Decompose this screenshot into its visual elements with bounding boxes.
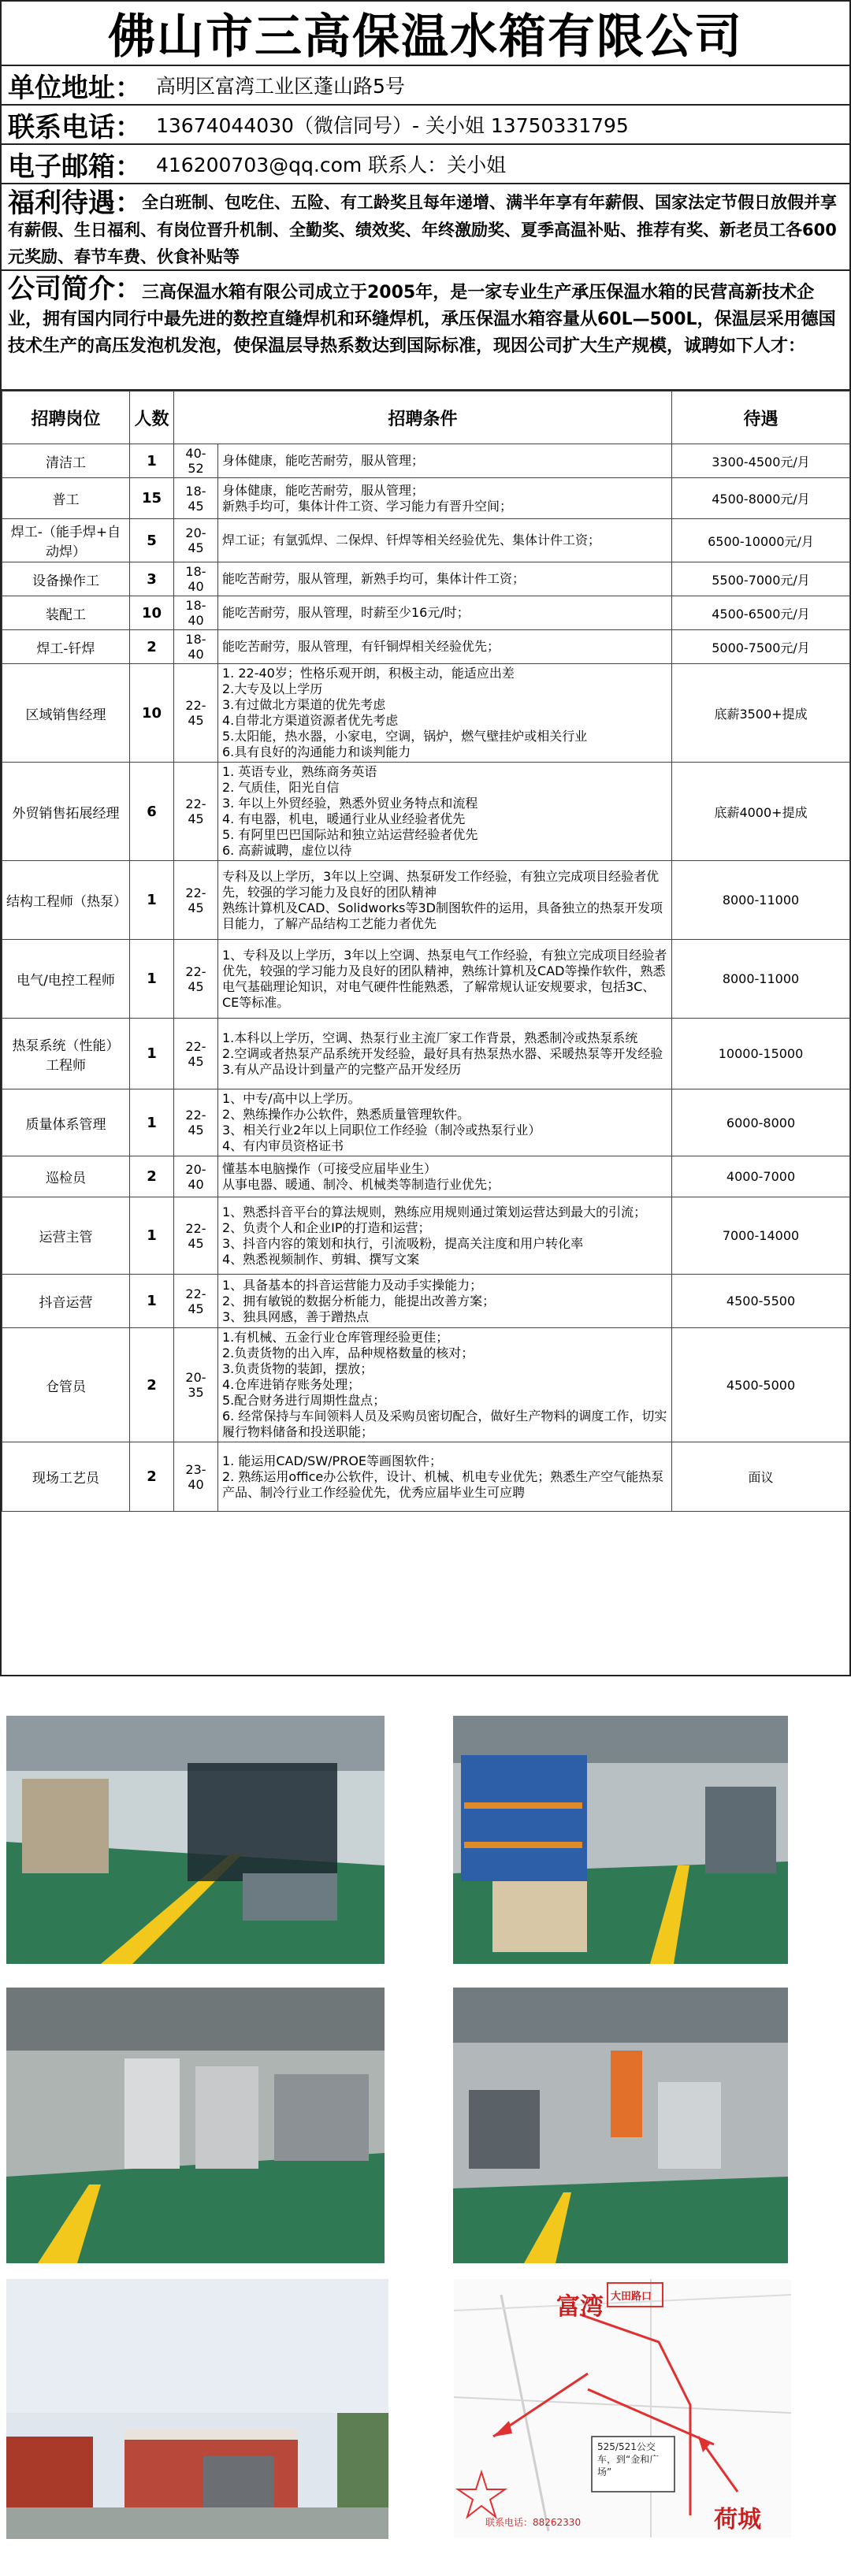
- header-position: 招聘岗位: [2, 392, 130, 444]
- intro-label: 公司简介：: [8, 273, 142, 305]
- job-age: 22-45: [174, 940, 218, 1019]
- job-position: 电气/电控工程师: [2, 940, 130, 1019]
- job-age: 22-45: [174, 861, 218, 940]
- job-pay: 6500-10000元/月: [672, 519, 850, 562]
- job-age: 22-45: [174, 1197, 218, 1275]
- job-position: 装配工: [2, 596, 130, 630]
- job-pay: 3300-4500元/月: [672, 444, 850, 478]
- job-pay: 底薪4000+提成: [672, 763, 850, 861]
- job-requirements: 1、熟悉抖音平台的算法规则，熟练应用规则通过策划运营达到最大的引流； 2、负责个人和企业IP的打造和运营； 3、抖音内容的策划和执行，引流吸粉，提高关注度和用户转化率 4、熟悉视频制作、剪辑、撰写文案: [218, 1197, 672, 1275]
- job-position: 仓管员: [2, 1328, 130, 1442]
- phone-label: 联系电话：: [8, 111, 142, 143]
- phone-line: [2, 106, 849, 145]
- table-row: [2, 940, 850, 1019]
- job-count: 15: [130, 478, 174, 519]
- job-pay: 底薪3500+提成: [672, 664, 850, 763]
- job-requirements: 1、中专/高中以上学历。 2、熟练操作办公软件，熟悉质量管理软件。 3、相关行业2年以上同职位工作经验（制冷或热泵行业） 4、有内审员资格证书: [218, 1089, 672, 1156]
- job-age: 22-45: [174, 1089, 218, 1156]
- welfare-block: [2, 184, 849, 271]
- email-label: 电子邮箱：: [8, 150, 142, 183]
- job-position: 巡检员: [2, 1156, 130, 1197]
- job-pay: 面议: [672, 1442, 850, 1512]
- job-pay: 7000-14000: [672, 1197, 850, 1275]
- job-requirements: 能吃苦耐劳，服从管理，有钎铜焊相关经验优先；: [218, 630, 672, 664]
- job-position: 运营主管: [2, 1197, 130, 1275]
- email-value: 416200703@qq.com 联系人：关小姐: [156, 154, 507, 176]
- factory-photo-3: [6, 1988, 385, 2263]
- job-position: 区域销售经理: [2, 664, 130, 763]
- job-requirements: 1、专科及以上学历，3年以上空调、热泵电气工作经验，有独立完成项目经验者优先，较强的学习能力及良好的团队精神，熟练计算机及CAD等操作软件，熟悉电气基础理论知识，对电气硬件性能熟悉，了解常规认证安规要求，包括3C、CE等标准。: [218, 940, 672, 1019]
- job-pay: 10000-15000: [672, 1019, 850, 1089]
- job-count: 10: [130, 664, 174, 763]
- job-count: 2: [130, 1156, 174, 1197]
- job-pay: 6000-8000: [672, 1089, 850, 1156]
- header-requirements: 招聘条件: [174, 392, 672, 444]
- map-bus-note: 525/521公交车，到“金和广场”: [597, 2441, 660, 2478]
- factory-photo-4: [453, 1988, 788, 2263]
- job-count: 1: [130, 940, 174, 1019]
- factory-photo-2: [453, 1716, 788, 1964]
- job-position: 焊工-钎焊: [2, 630, 130, 664]
- job-requirements: 1.本科以上学历，空调、热泵行业主流厂家工作背景，熟悉制冷或热泵系统 2.空调或者热泵产品系统开发经验，最好具有热泵热水器、采暖热泵等开发经验 3.有从产品设计到量产的完整产品开发经历: [218, 1019, 672, 1089]
- job-age: 22-45: [174, 664, 218, 763]
- job-pay: 4500-5000: [672, 1328, 850, 1442]
- job-pay: 4500-5500: [672, 1275, 850, 1328]
- job-pay: 8000-11000: [672, 861, 850, 940]
- job-age: 18-40: [174, 562, 218, 596]
- email-line: [2, 145, 849, 184]
- job-pay: 4500-6500元/月: [672, 596, 850, 630]
- job-position: 抖音运营: [2, 1275, 130, 1328]
- job-position: 现场工艺员: [2, 1442, 130, 1512]
- job-count: 2: [130, 1442, 174, 1512]
- address-label: 单位地址：: [8, 72, 142, 104]
- job-age: 20-40: [174, 1156, 218, 1197]
- job-requirements: 1. 22-40岁；性格乐观开朗，积极主动，能适应出差 2.大专及以上学历 3.有过做北方渠道的优先考虑 4.自带北方渠道资源者优先考虑 5.太阳能，热水器，小家电，空调，锅炉，燃气壁挂炉或相关行业 6.具有良好的沟通能力和谈判能力: [218, 664, 672, 763]
- job-requirements: 身体健康，能吃苦耐劳，服从管理； 新熟手均可，集体计件工资、学习能力有晋升空间；: [218, 478, 672, 519]
- table-row: [2, 1442, 850, 1512]
- job-count: 3: [130, 562, 174, 596]
- table-row: [2, 562, 850, 596]
- job-position: 外贸销售拓展经理: [2, 763, 130, 861]
- company-title: 佛山市三高保温水箱有限公司: [2, 2, 849, 66]
- job-requirements: 1、具备基本的抖音运营能力及动手实操能力； 2、拥有敏锐的数据分析能力，能提出改善方案； 3、独具网感，善于蹭热点: [218, 1275, 672, 1328]
- table-row: [2, 1156, 850, 1197]
- job-count: 5: [130, 519, 174, 562]
- job-count: 1: [130, 1197, 174, 1275]
- job-count: 10: [130, 596, 174, 630]
- job-age: 20-35: [174, 1328, 218, 1442]
- job-pay: 5000-7500元/月: [672, 630, 850, 664]
- table-row: [2, 519, 850, 562]
- job-age: 18-40: [174, 596, 218, 630]
- table-row: [2, 444, 850, 478]
- job-age: 22-45: [174, 1019, 218, 1089]
- job-age: 20-45: [174, 519, 218, 562]
- job-pay: 5500-7000元/月: [672, 562, 850, 596]
- job-age: 18-40: [174, 630, 218, 664]
- photo-section: [0, 1676, 851, 2576]
- address-value: 高明区富湾工业区蓬山路5号: [156, 75, 405, 98]
- job-position: 普工: [2, 478, 130, 519]
- job-requirements: 身体健康，能吃苦耐劳，服从管理；: [218, 444, 672, 478]
- welfare-label: 福利待遇：: [8, 187, 142, 219]
- header-pay: 待遇: [672, 392, 850, 444]
- intro-text: 三高保温水箱有限公司成立于2005年，是一家专业生产承压保温水箱的民营高新技术企业，拥有国内同行中最先进的数控直缝焊机和环缝焊机，承压保温水箱容量从60L—500L，保温层采用德国技术生产的高压发泡机发泡，使保温层导热系数达到国际标准，现因公司扩大生产规模，诚聘如下人才：: [8, 283, 836, 356]
- job-requirements: 焊工证；有氩弧焊、二保焊、钎焊等相关经验优先、集体计件工资；: [218, 519, 672, 562]
- job-position: 结构工程师（热泵）: [2, 861, 130, 940]
- job-count: 6: [130, 763, 174, 861]
- job-age: 18-45: [174, 478, 218, 519]
- header-count: 人数: [130, 392, 174, 444]
- job-age: 40-52: [174, 444, 218, 478]
- job-requirements: 能吃苦耐劳，服从管理，时薪至少16元/时；: [218, 596, 672, 630]
- address-line: [2, 66, 849, 106]
- job-requirements: 1. 英语专业，熟练商务英语 2. 气质佳，阳光自信 3. 年以上外贸经验，熟悉外贸业务特点和流程 4. 有电器，机电，暖通行业从业经验者优先 5. 有阿里巴巴国际站和独立站运营经验者优先 6. 高薪诚聘，虚位以待: [218, 763, 672, 861]
- job-age: 23-40: [174, 1442, 218, 1512]
- job-count: 1: [130, 1275, 174, 1328]
- job-requirements: 能吃苦耐劳，服从管理，新熟手均可，集体计件工资；: [218, 562, 672, 596]
- table-row: [2, 861, 850, 940]
- table-row: [2, 1275, 850, 1328]
- job-position: 清洁工: [2, 444, 130, 478]
- job-count: 1: [130, 1089, 174, 1156]
- table-row: [2, 630, 850, 664]
- job-age: 22-45: [174, 1275, 218, 1328]
- map-town-fuwan: 富湾: [556, 2293, 604, 2321]
- intro-block: [2, 271, 849, 391]
- job-pay: 8000-11000: [672, 940, 850, 1019]
- job-count: 1: [130, 861, 174, 940]
- job-age: 22-45: [174, 763, 218, 861]
- map-gate-label: 大田路口: [611, 2291, 652, 2303]
- table-header-row: [2, 392, 850, 444]
- job-pay: 4500-8000元/月: [672, 478, 850, 519]
- table-row: [2, 763, 850, 861]
- phone-value: 13674044030（微信同号）- 关小姐 13750331795: [156, 114, 629, 137]
- job-position: 热泵系统（性能）工程师: [2, 1019, 130, 1089]
- job-position: 设备操作工: [2, 562, 130, 596]
- job-position: 质量体系管理: [2, 1089, 130, 1156]
- building-photo: [6, 2279, 388, 2539]
- location-map: [454, 2279, 791, 2537]
- table-row: [2, 1328, 850, 1442]
- job-pay: 4000-7000: [672, 1156, 850, 1197]
- job-count: 1: [130, 444, 174, 478]
- jobs-table: [2, 391, 850, 1512]
- table-row: [2, 478, 850, 519]
- table-row: [2, 1089, 850, 1156]
- job-requirements: 专科及以上学历，3年以上空调、热泵研发工作经验，有独立完成项目经验者优先，较强的学习能力及良好的团队精神 熟练计算机及CAD、Solidworks等3D制图软件的运用，具备独立的热泵开发项目能力，了解产品结构工艺能力者优先: [218, 861, 672, 940]
- job-count: 1: [130, 1019, 174, 1089]
- table-row: [2, 596, 850, 630]
- job-requirements: 1.有机械、五金行业仓库管理经验更佳； 2.负责货物的出入库，品种规格数量的核对； 3.负责货物的装卸，摆放； 4.仓库进销存账务处理； 5.配合财务进行周期性盘点； 6. 经常保持与车间领料人员及采购员密切配合，做好生产物料的调度工作，切实履行物料储备和投送职能；: [218, 1328, 672, 1442]
- job-count: 2: [130, 1328, 174, 1442]
- factory-photo-1: [6, 1716, 385, 1964]
- job-requirements: 懂基本电脑操作（可接受应届毕业生） 从事电器、暖通、制冷、机械类等制造行业优先；: [218, 1156, 672, 1197]
- table-row: [2, 664, 850, 763]
- table-row: [2, 1019, 850, 1089]
- job-requirements: 1. 能运用CAD/SW/PROE等画图软件； 2. 熟练运用office办公软件，设计、机械、机电专业优先；熟悉生产空气能热泵产品、制冷行业工作经验优先，优秀应届毕业生可应聘: [218, 1442, 672, 1512]
- job-position: 焊工-（能手焊+自动焊）: [2, 519, 130, 562]
- map-phone: 联系电话：88262330: [485, 2517, 582, 2528]
- map-town-hecheng: 荷城: [714, 2506, 761, 2533]
- table-row: [2, 1197, 850, 1275]
- welfare-text: 全白班制、包吃住、五险、有工龄奖且每年递增、满半年享有年薪假、国家法定节假日放假并享有薪假、生日福利、有岗位晋升机制、全勤奖、绩效奖、年终激励奖、夏季高温补贴、推荐有奖、新老员工各600元奖励、春节车费、伙食补贴等: [8, 193, 837, 266]
- job-count: 2: [130, 630, 174, 664]
